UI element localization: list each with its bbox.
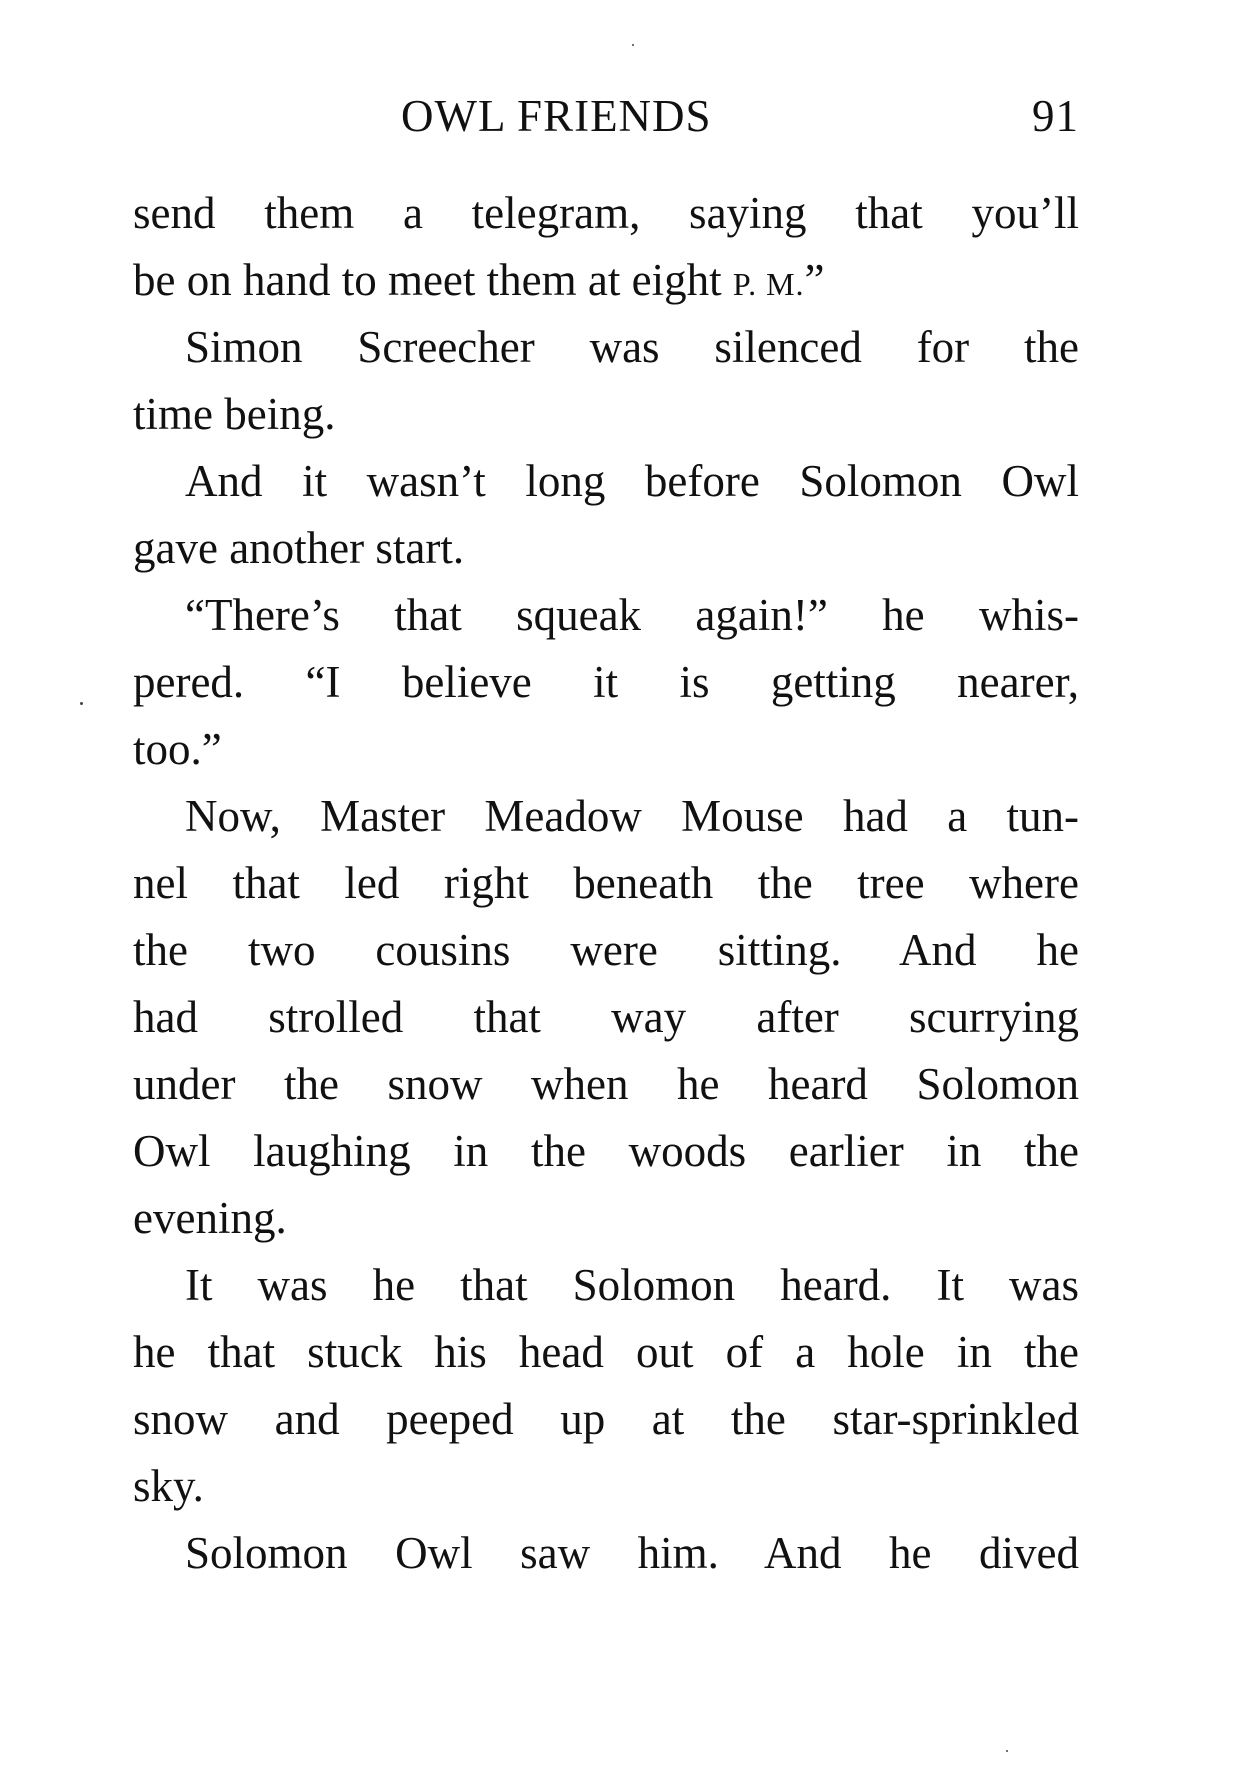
text-line: send them a telegram, saying that you’ll xyxy=(133,188,1079,238)
text-line: Now, Master Meadow Mouse had a tun- xyxy=(185,791,1079,841)
text-line: be on hand to meet them at eight P. M.” xyxy=(133,255,825,305)
page-header xyxy=(133,90,1079,152)
scan-speck xyxy=(1006,1750,1008,1752)
text-line: under the snow when he heard Solomon xyxy=(133,1059,1079,1109)
text-line: It was he that Solomon heard. It was xyxy=(185,1260,1079,1310)
text-line: evening. xyxy=(133,1193,287,1243)
body-text xyxy=(133,180,1079,1587)
text-line: he that stuck his head out of a hole in the xyxy=(133,1327,1079,1377)
text-line: nel that led right beneath the tree where xyxy=(133,858,1079,908)
text-line: too.” xyxy=(133,724,222,774)
page-number: 91 xyxy=(1032,91,1079,141)
text-line: “There’s that squeak again!” he whis- xyxy=(185,590,1079,640)
text-line: had strolled that way after scurrying xyxy=(133,992,1079,1042)
text-line: gave another start. xyxy=(133,523,465,573)
text-line: time being. xyxy=(133,389,336,439)
text-line: Solomon Owl saw him. And he dived xyxy=(185,1528,1079,1578)
text-line: pered. “I believe it is getting nearer, xyxy=(133,657,1079,707)
text-line: And it wasn’t long before Solomon Owl xyxy=(185,456,1079,506)
text-line: Simon Screecher was silenced for the xyxy=(185,322,1079,372)
text-line: snow and peeped up at the star-sprinkled xyxy=(133,1394,1079,1444)
running-head: OWL FRIENDS xyxy=(401,91,712,141)
scan-speck xyxy=(80,702,83,705)
text-line: the two cousins were sitting. And he xyxy=(133,925,1079,975)
text-line: Owl laughing in the woods earlier in the xyxy=(133,1126,1079,1176)
scan-speck xyxy=(632,44,634,46)
text-line: sky. xyxy=(133,1461,204,1511)
